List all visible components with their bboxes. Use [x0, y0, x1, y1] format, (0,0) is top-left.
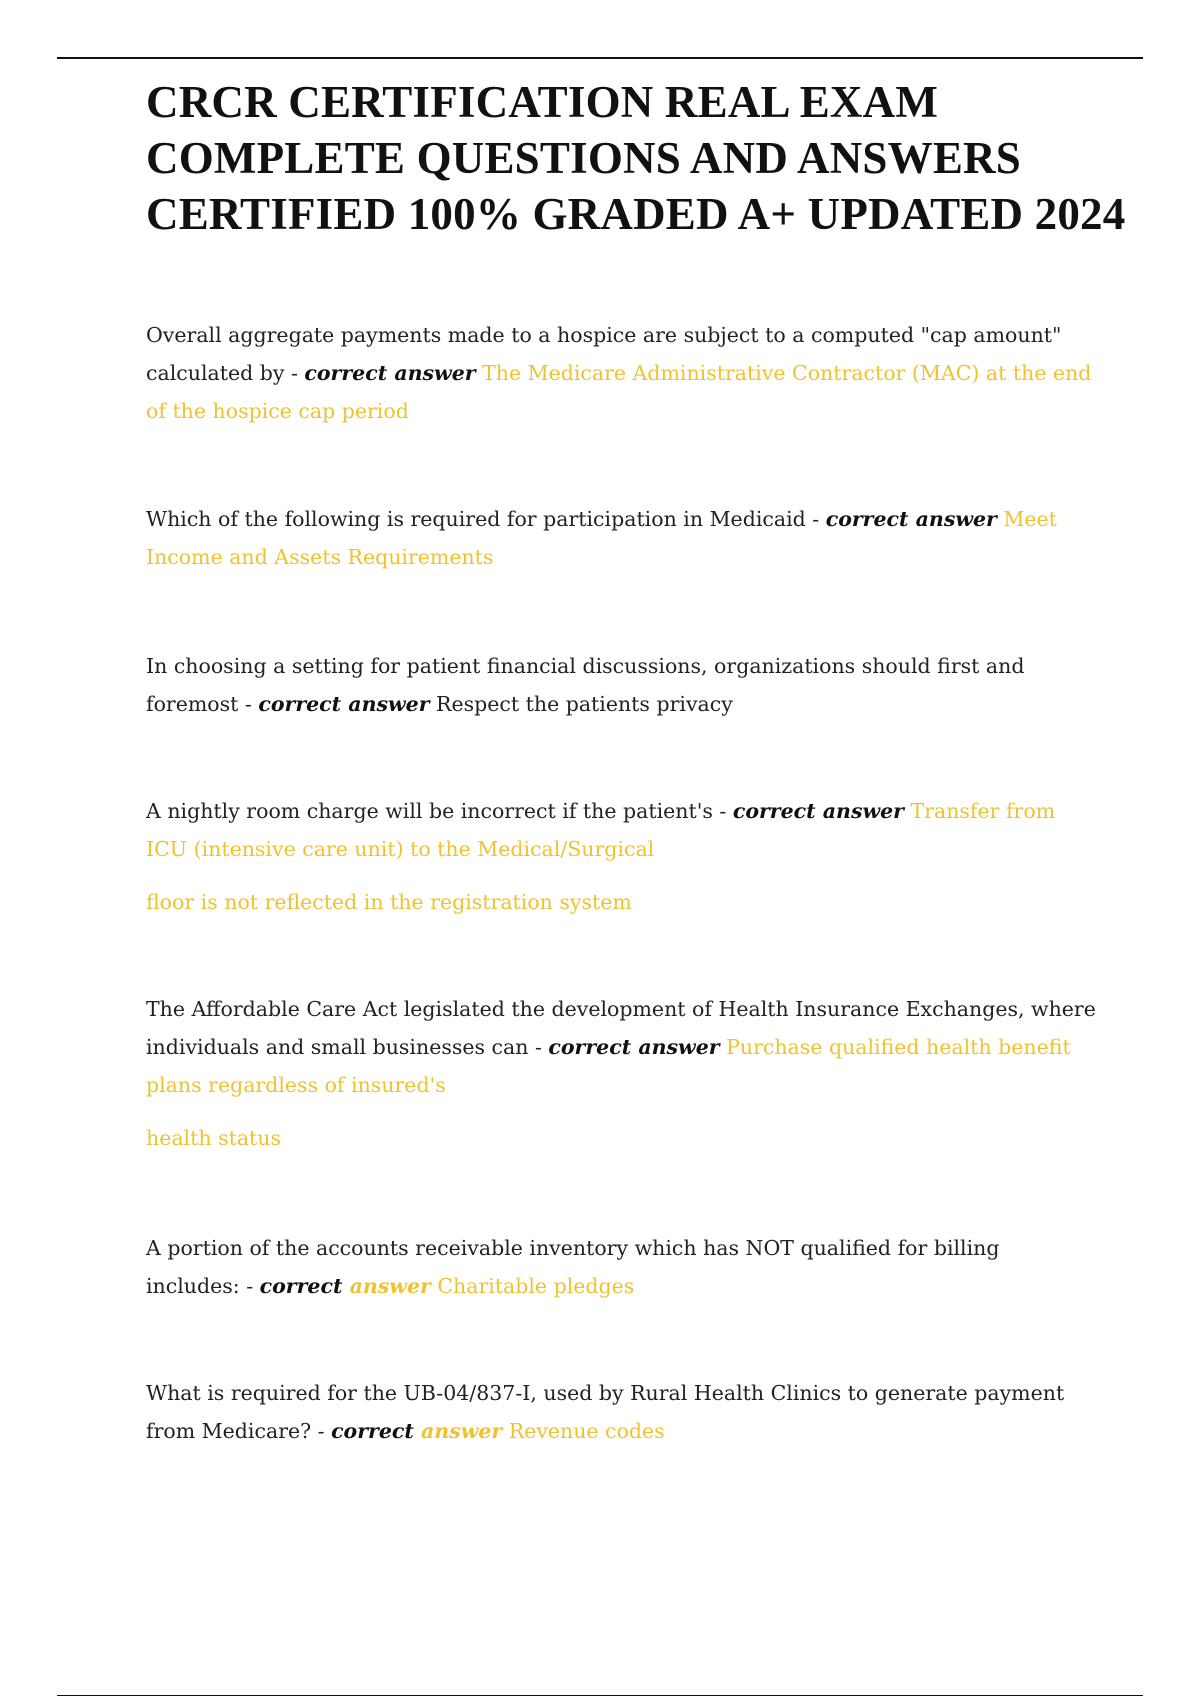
- qa-item: [146, 990, 1096, 1157]
- document-title: CRCR CERTIFICATION REAL EXAM COMPLETE QUESTIONS AND ANSWERS CERTIFIED 100% GRADED A+ UPDATED 2024: [146, 77, 1126, 239]
- correct-answer-label: correct answer: [825, 507, 997, 531]
- bottom-rule: [57, 1695, 1143, 1696]
- question-text: The Affordable Care Act legislated the development of Health Insurance Exchanges, where individuals and small businesses can -: [146, 997, 1096, 1059]
- question-text: In choosing a setting for patient financial discussions, organizations should first and foremost -: [146, 654, 1025, 716]
- question-text: A nightly room charge will be incorrect if the patient's -: [146, 799, 733, 823]
- correct-answer-label: correct answer: [258, 692, 430, 716]
- answer-text: Revenue codes: [508, 1419, 665, 1443]
- correct-answer-label: correct answer: [331, 1419, 503, 1443]
- answer-text: Charitable pledges: [437, 1274, 635, 1298]
- answer-continuation: health status: [146, 1126, 282, 1150]
- answer-text: Purchase qualified health benefit plans regardless of insured's: [146, 1035, 1071, 1097]
- answer-text: Respect the patients privacy: [436, 692, 733, 716]
- correct-answer-label: correct answer: [548, 1035, 720, 1059]
- qa-item: [146, 792, 1096, 921]
- correct-answer-label: correct answer: [259, 1274, 431, 1298]
- answer-text: Meet Income and Assets Requirements: [146, 507, 1057, 569]
- question-text: Which of the following is required for participation in Medicaid -: [146, 507, 826, 531]
- answer-text: Transfer from ICU (intensive care unit) to the Medical/Surgical: [146, 799, 1056, 861]
- qa-item: [146, 1374, 1096, 1450]
- question-text: A portion of the accounts receivable inventory which has NOT qualified for billing includes: -: [146, 1236, 1000, 1298]
- question-text: What is required for the UB-04/837-I, used by Rural Health Clinics to generate payment from Medicare? -: [146, 1381, 1065, 1443]
- qa-item: [146, 316, 1096, 430]
- top-rule: [57, 57, 1143, 59]
- qa-item: [146, 500, 1096, 576]
- answer-continuation: floor is not reflected in the registration system: [146, 890, 632, 914]
- correct-answer-label: correct answer: [304, 361, 476, 385]
- qa-item: [146, 1229, 1096, 1305]
- question-text: Overall aggregate payments made to a hospice are subject to a computed "cap amount" calculated by -: [146, 323, 1062, 385]
- answer-text: The Medicare Administrative Contractor (MAC) at the end of the hospice cap period: [146, 361, 1092, 423]
- qa-item: [146, 647, 1096, 723]
- correct-answer-label: correct answer: [732, 799, 904, 823]
